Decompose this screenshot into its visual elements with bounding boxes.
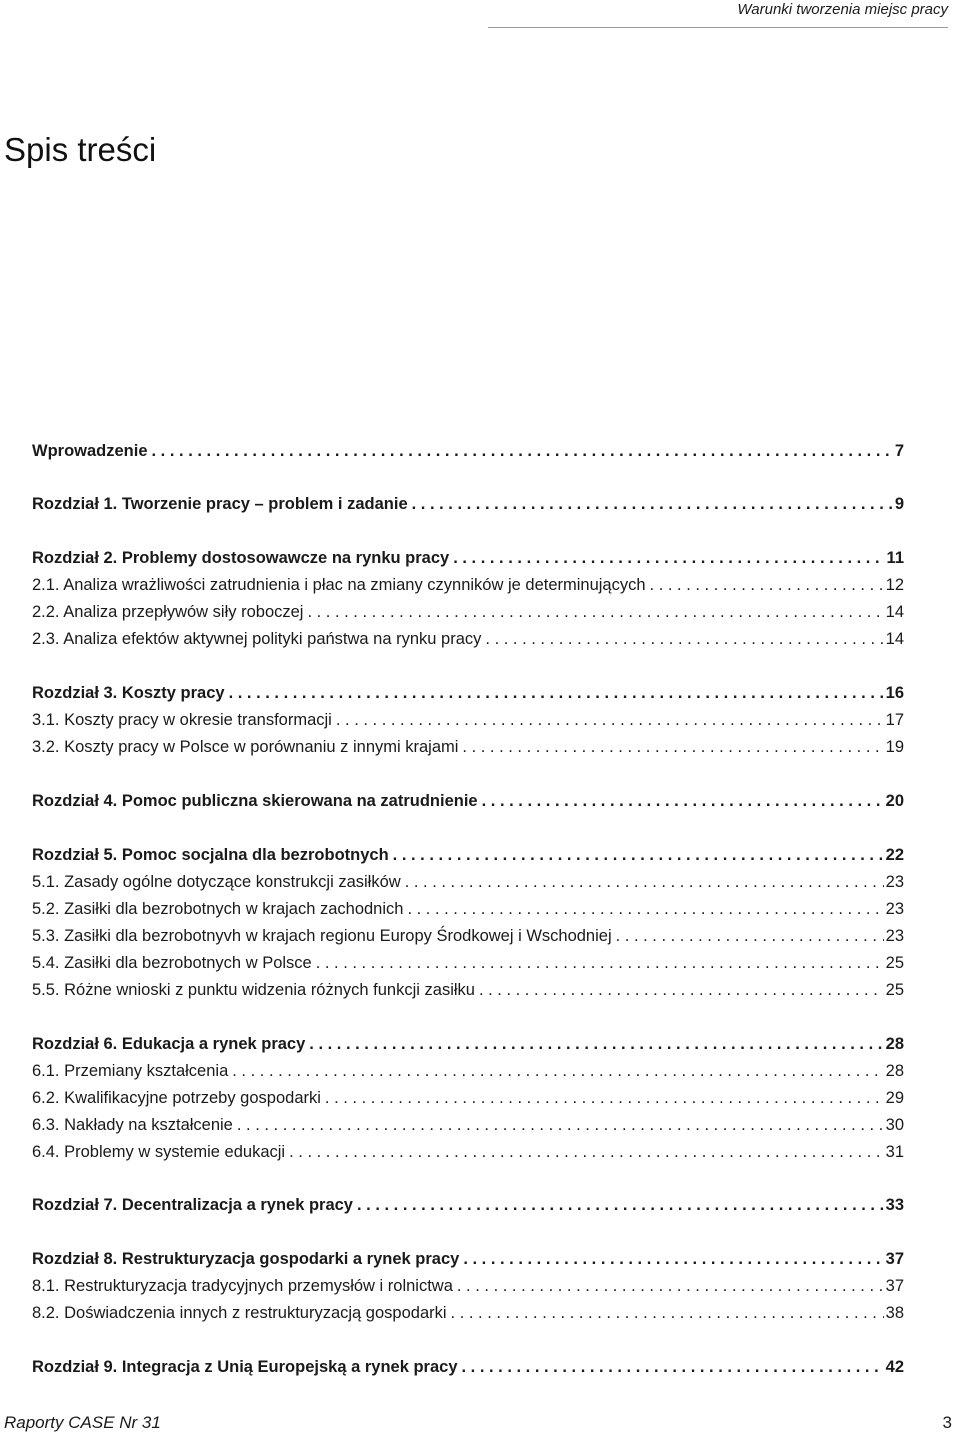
toc-entry-label: 6.4. Problemy w systemie edukacji <box>32 1143 286 1161</box>
toc-entry-page: 17 <box>885 711 904 729</box>
toc-dot-leader <box>462 736 883 758</box>
toc-dot-leader <box>650 574 884 596</box>
toc-entry-page: 25 <box>885 981 904 999</box>
toc-dot-leader <box>412 493 893 515</box>
toc-section-entry[interactable] <box>32 1114 904 1136</box>
toc-entry-label: Rozdział 9. Integracja z Unią Europejską a rynek pracy <box>32 1358 458 1376</box>
toc-entry-page: 12 <box>885 576 904 594</box>
toc-section-entry[interactable] <box>32 952 904 974</box>
toc-entry-page: 22 <box>885 846 904 864</box>
toc-entry-label: Rozdział 1. Tworzenie pracy – problem i zadanie <box>32 495 408 513</box>
toc-entry-page: 20 <box>885 792 904 810</box>
toc-entry-page: 14 <box>885 630 904 648</box>
toc-entry-label: 3.2. Koszty pracy w Polsce w porównaniu z innymi krajami <box>32 738 459 756</box>
toc-chapter-entry[interactable] <box>32 440 904 462</box>
toc-entry-page: 25 <box>885 954 904 972</box>
toc-entry-label: 5.3. Zasiłki dla bezrobotnyvh w krajach regionu Europy Środkowej i Wschodniej <box>32 927 612 945</box>
toc-entry-page: 42 <box>885 1358 904 1376</box>
toc-entry-label: Rozdział 7. Decentralizacja a rynek pracy <box>32 1196 353 1214</box>
toc-entry-page: 38 <box>885 1304 904 1322</box>
toc-section-entry[interactable] <box>32 736 904 758</box>
toc-chapter-entry[interactable] <box>32 844 904 866</box>
toc-entry-page: 33 <box>885 1196 904 1214</box>
toc-dot-leader <box>482 790 884 812</box>
toc-entry-label: Rozdział 4. Pomoc publiczna skierowana na zatrudnienie <box>32 792 478 810</box>
toc-chapter-entry[interactable] <box>32 1194 904 1216</box>
toc-entry-label: Rozdział 8. Restrukturyzacja gospodarki a rynek pracy <box>32 1250 460 1268</box>
toc-entry-page: 16 <box>885 684 904 702</box>
running-title: Warunki tworzenia miejsc pracy <box>737 1 948 18</box>
toc-dot-leader <box>152 440 893 462</box>
toc-entry-label: Wprowadzenie <box>32 442 148 460</box>
toc-chapter-entry[interactable] <box>32 547 904 569</box>
toc-dot-leader <box>616 925 884 947</box>
toc-dot-leader <box>232 1060 883 1082</box>
toc-dot-leader <box>237 1114 884 1136</box>
toc-entry-page: 14 <box>885 603 904 621</box>
toc-dot-leader <box>463 1248 883 1270</box>
toc-dot-leader <box>289 1141 884 1163</box>
toc-entry-label: 2.3. Analiza efektów aktywnej polityki państwa na rynku pracy <box>32 630 482 648</box>
toc-entry-page: 7 <box>894 442 904 460</box>
toc-section-entry[interactable] <box>32 709 904 731</box>
toc-section-entry[interactable] <box>32 1141 904 1163</box>
toc-entry-page: 29 <box>885 1089 904 1107</box>
toc-entry-label: 3.1. Koszty pracy w okresie transformacji <box>32 711 332 729</box>
footer-publication: Raporty CASE Nr 31 <box>4 1413 161 1432</box>
toc-section-entry[interactable] <box>32 1060 904 1082</box>
toc-section-entry[interactable] <box>32 628 904 650</box>
toc-entry-page: 23 <box>885 873 904 891</box>
toc-section-entry[interactable] <box>32 1275 904 1297</box>
toc-dot-leader <box>407 898 883 920</box>
toc-entry-page: 28 <box>885 1062 904 1080</box>
toc-entry-page: 37 <box>885 1250 904 1268</box>
toc-entry-label: Rozdział 3. Koszty pracy <box>32 684 225 702</box>
toc-entry-label: Rozdział 5. Pomoc socjalna dla bezrobotnych <box>32 846 389 864</box>
toc-entry-page: 19 <box>885 738 904 756</box>
toc-dot-leader <box>229 682 884 704</box>
toc-section-entry[interactable] <box>32 925 904 947</box>
toc-section-entry[interactable] <box>32 871 904 893</box>
toc-entry-label: 5.5. Różne wnioski z punktu widzenia różnych funkcji zasiłku <box>32 981 475 999</box>
toc-entry-label: Rozdział 2. Problemy dostosowawcze na rynku pracy <box>32 549 450 567</box>
toc-dot-leader <box>451 1302 884 1324</box>
toc-entry-label: 8.1. Restrukturyzacja tradycyjnych przemysłów i rolnictwa <box>32 1277 453 1295</box>
toc-chapter-entry[interactable] <box>32 1248 904 1270</box>
toc-chapter-entry[interactable] <box>32 1033 904 1055</box>
toc-chapter-entry[interactable] <box>32 682 904 704</box>
toc-dot-leader <box>307 601 883 623</box>
toc-entry-label: 6.1. Przemiany kształcenia <box>32 1062 229 1080</box>
toc-entry-label: 2.2. Analiza przepływów siły roboczej <box>32 603 304 621</box>
toc-section-entry[interactable] <box>32 574 904 596</box>
toc-section-entry[interactable] <box>32 1087 904 1109</box>
toc-dot-leader <box>316 952 884 974</box>
toc-entry-page: 31 <box>885 1143 904 1161</box>
footer-page-number: 3 <box>942 1413 952 1432</box>
toc-section-entry[interactable] <box>32 1302 904 1324</box>
toc-entry-label: 6.3. Nakłady na kształcenie <box>32 1116 233 1134</box>
toc-dot-leader <box>479 979 884 1001</box>
toc-dot-leader <box>485 628 883 650</box>
toc-entry-label: 2.1. Analiza wrażliwości zatrudnienia i płac na zmiany czynników je determinujących <box>32 576 646 594</box>
toc-dot-leader <box>357 1194 884 1216</box>
toc-entry-page: 23 <box>885 900 904 918</box>
toc-chapter-entry[interactable] <box>32 790 904 812</box>
toc-entry-label: 8.2. Doświadczenia innych z restrukturyzacją gospodarki <box>32 1304 447 1322</box>
toc-entry-label: 5.4. Zasiłki dla bezrobotnych w Polsce <box>32 954 312 972</box>
toc-dot-leader <box>325 1087 884 1109</box>
toc-section-entry[interactable] <box>32 979 904 1001</box>
toc-entry-label: 5.2. Zasiłki dla bezrobotnych w krajach zachodnich <box>32 900 404 918</box>
toc-dot-leader <box>336 709 884 731</box>
page-title: Spis treści <box>4 131 157 168</box>
toc-entry-label: 6.2. Kwalifikacyjne potrzeby gospodarki <box>32 1089 321 1107</box>
toc-entry-page: 28 <box>885 1035 904 1053</box>
toc-dot-leader <box>393 844 884 866</box>
toc-chapter-entry[interactable] <box>32 493 904 515</box>
toc-dot-leader <box>457 1275 884 1297</box>
toc-entry-label: Rozdział 6. Edukacja a rynek pracy <box>32 1035 306 1053</box>
toc-dot-leader <box>405 871 884 893</box>
toc-section-entry[interactable] <box>32 898 904 920</box>
toc-dot-leader <box>462 1356 884 1378</box>
toc-entry-page: 23 <box>885 927 904 945</box>
toc-entry-page: 37 <box>885 1277 904 1295</box>
toc-chapter-entry[interactable] <box>32 1356 904 1378</box>
toc-section-entry[interactable] <box>32 601 904 623</box>
toc-entry-page: 30 <box>885 1116 904 1134</box>
toc-entry-page: 9 <box>894 495 904 513</box>
toc-dot-leader <box>453 547 884 569</box>
toc-dot-leader <box>309 1033 883 1055</box>
toc-entry-label: 5.1. Zasady ogólne dotyczące konstrukcji zasiłków <box>32 873 401 891</box>
toc-entry-page: 11 <box>886 549 904 567</box>
